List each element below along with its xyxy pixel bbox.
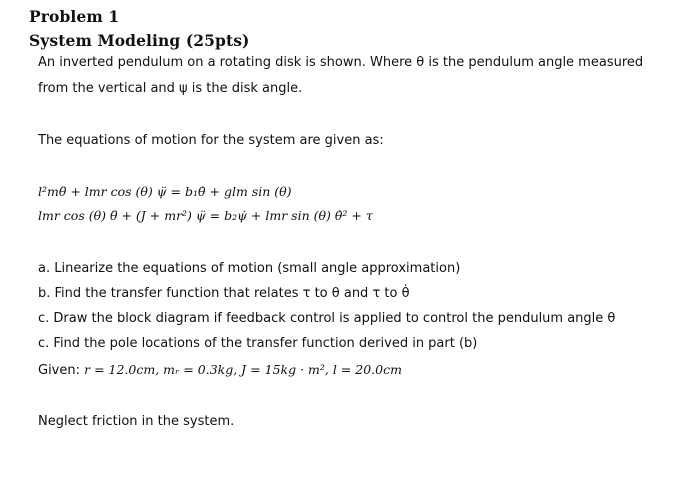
intro-line-1: An inverted pendulum on a rotating disk is shown. Where θ is the pendulum angle measured: [38, 55, 644, 70]
task-c-block-diagram: c. Draw the block diagram if feedback control is applied to control the pendulum angle θ: [38, 311, 616, 326]
task-a: a. Linearize the equations of motion (small angle approximation): [38, 261, 461, 276]
given-line: [38, 362, 402, 378]
task-c-pole-locations: c. Find the pole locations of the transfer function derived in part (b): [38, 336, 478, 351]
equation-1: l²mθ̈ + lmr cos (θ) ψ̈ = b₁θ̇ + glm sin (θ): [38, 184, 292, 199]
equation-2: lmr cos (θ) θ̈ + (J + mr²) ψ̈ = b₂ψ̇ + lmr sin (θ) θ̇² + τ: [38, 208, 373, 223]
equations-intro: The equations of motion for the system are given as:: [38, 133, 384, 148]
problem-subtitle: System Modeling (25pts): [29, 31, 250, 50]
note-text: Neglect friction in the system.: [38, 414, 235, 429]
task-b: b. Find the transfer function that relates τ to θ and τ to θ̇: [38, 286, 410, 301]
problem-title: Problem 1: [29, 7, 120, 26]
given-values: r = 12.0cm, mᵣ = 0.3kg, J = 15kg · m², l = 20.0cm: [84, 362, 402, 377]
intro-line-2: from the vertical and ψ is the disk angle.: [38, 81, 303, 96]
given-label: Given:: [38, 363, 80, 378]
